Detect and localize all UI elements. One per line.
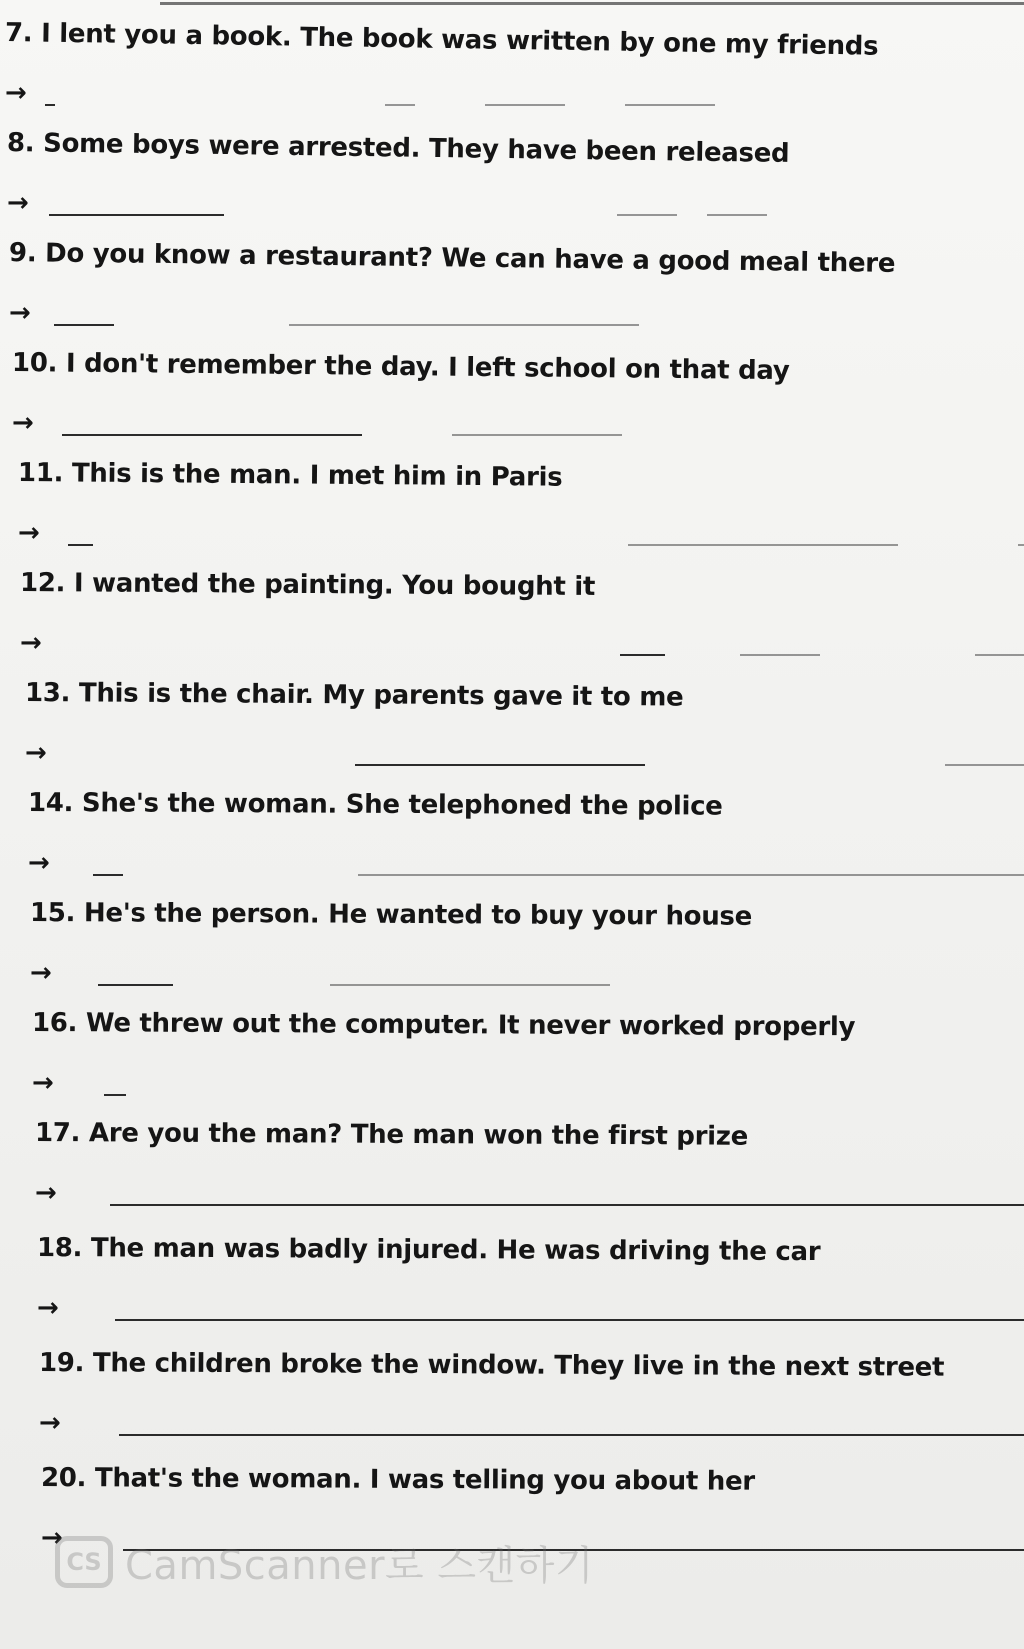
- answer-row: [25, 738, 1024, 768]
- exercise-question: [5, 18, 879, 62]
- answer-blank-line[interactable]: [385, 104, 415, 106]
- watermark-text: CamScanner로 스캔하기: [125, 1542, 594, 1589]
- answer-blank-line[interactable]: [628, 544, 898, 546]
- answer-row: [20, 628, 1024, 658]
- exercise-prompt: The man was badly injured. He was driving the car: [90, 1233, 821, 1268]
- exercise-item: [0, 788, 1024, 898]
- arrow-icon: →: [25, 738, 47, 768]
- arrow-icon: →: [5, 78, 27, 108]
- answer-blank-line[interactable]: [45, 104, 55, 106]
- arrow-icon: →: [12, 408, 34, 438]
- answer-blank-line[interactable]: [358, 874, 1024, 876]
- exercise-number: 7.: [4, 18, 33, 49]
- exercise-question: [30, 898, 752, 932]
- answer-blank-line[interactable]: [740, 654, 820, 656]
- answer-row: [37, 1293, 1024, 1323]
- answer-row: [9, 298, 1024, 328]
- answer-row: [39, 1408, 1024, 1438]
- arrow-icon: →: [35, 1178, 57, 1208]
- answer-row: [32, 1068, 1024, 1098]
- answer-row: [28, 848, 1024, 878]
- answer-blank-line[interactable]: [289, 324, 639, 326]
- exercise-question: [39, 1348, 944, 1383]
- answer-blank-line[interactable]: [1018, 544, 1024, 546]
- exercise-number: 9.: [8, 238, 37, 269]
- exercise-item: [0, 1348, 1024, 1458]
- exercise-prompt: I don't remember the day. I left school on that day: [65, 348, 790, 387]
- exercise-prompt: I wanted the painting. You bought it: [73, 568, 596, 603]
- exercise-item: [0, 348, 1024, 458]
- answer-blank-line[interactable]: [625, 104, 715, 106]
- answer-blank-line[interactable]: [49, 214, 224, 216]
- arrow-icon: →: [32, 1068, 54, 1098]
- exercise-item: [0, 128, 1024, 238]
- answer-blank-line[interactable]: [452, 434, 622, 436]
- exercise-question: [7, 128, 790, 169]
- exercise-number: 14.: [27, 788, 74, 819]
- answer-row: [12, 408, 1024, 438]
- exercise-question: [37, 1233, 820, 1267]
- exercise-question: [35, 1118, 748, 1152]
- exercise-prompt: We threw out the computer. It never worked properly: [85, 1008, 856, 1043]
- exercise-item: [0, 1118, 1024, 1228]
- exercise-number: 12.: [19, 568, 66, 599]
- answer-row: [35, 1178, 1024, 1208]
- exercise-prompt: I lent you a book. The book was written by one my friends: [40, 18, 879, 62]
- arrow-icon: →: [30, 958, 52, 988]
- camscanner-logo-icon: CS: [55, 1536, 113, 1588]
- answer-blank-line[interactable]: [62, 434, 362, 436]
- exercise-number: 18.: [36, 1233, 83, 1264]
- answer-blank-line[interactable]: [945, 764, 1024, 766]
- arrow-icon: →: [28, 848, 50, 878]
- exercise-question: [12, 348, 790, 386]
- exercise-prompt: Do you know a restaurant? We can have a good meal there: [44, 238, 896, 279]
- answer-blank-line[interactable]: [68, 544, 93, 546]
- arrow-icon: →: [20, 628, 42, 658]
- exercise-number: 20.: [40, 1463, 87, 1494]
- exercise-item: [0, 238, 1024, 348]
- exercise-question: [9, 238, 896, 279]
- answer-blank-line[interactable]: [110, 1204, 1024, 1206]
- arrow-icon: →: [39, 1408, 61, 1438]
- answer-blank-line[interactable]: [54, 324, 114, 326]
- exercise-number: 13.: [24, 678, 71, 709]
- arrow-icon: →: [7, 188, 29, 218]
- exercise-item: [0, 568, 1024, 678]
- top-rule: [160, 2, 1024, 5]
- exercise-prompt: The children broke the window. They live in the next street: [92, 1348, 945, 1383]
- answer-blank-line[interactable]: [617, 214, 677, 216]
- exercise-prompt: This is the chair. My parents gave it to me: [78, 678, 684, 713]
- answer-blank-line[interactable]: [104, 1094, 126, 1096]
- exercise-number: 15.: [29, 898, 76, 929]
- exercise-number: 10.: [11, 348, 58, 379]
- exercise-prompt: Are you the man? The man won the first prize: [88, 1118, 749, 1152]
- exercise-item: [0, 678, 1024, 788]
- answer-row: [5, 78, 1024, 108]
- exercise-item: [0, 458, 1024, 568]
- answer-blank-line[interactable]: [355, 764, 645, 766]
- exercise-number: 8.: [6, 128, 35, 159]
- exercise-question: [18, 458, 563, 493]
- answer-row: [7, 188, 1024, 218]
- answer-blank-line[interactable]: [975, 654, 1024, 656]
- exercise-item: [0, 1233, 1024, 1343]
- exercise-question: [28, 788, 723, 822]
- exercise-number: 11.: [17, 458, 64, 489]
- exercise-item: [0, 898, 1024, 1008]
- answer-row: [30, 958, 1024, 988]
- answer-blank-line[interactable]: [330, 984, 610, 986]
- exercise-question: [20, 568, 595, 602]
- exercise-item: [0, 18, 1024, 128]
- exercise-question: [25, 678, 684, 713]
- exercise-prompt: She's the woman. She telephoned the police: [81, 788, 723, 822]
- exercise-number: 16.: [31, 1008, 78, 1039]
- arrow-icon: →: [37, 1293, 59, 1323]
- exercise-prompt: Some boys were arrested. They have been released: [42, 128, 790, 169]
- arrow-icon: →: [41, 1523, 63, 1553]
- exercise-prompt: He's the person. He wanted to buy your house: [83, 898, 753, 932]
- answer-blank-line[interactable]: [115, 1319, 1024, 1321]
- answer-blank-line[interactable]: [93, 874, 123, 876]
- exercise-question: [32, 1008, 855, 1042]
- arrow-icon: →: [9, 298, 31, 328]
- exercise-prompt: That's the woman. I was telling you about her: [94, 1463, 755, 1497]
- exercise-question: [41, 1463, 755, 1497]
- exercise-item: [0, 1008, 1024, 1118]
- answer-blank-line[interactable]: [119, 1434, 1024, 1436]
- answer-blank-line[interactable]: [707, 214, 767, 216]
- answer-blank-line[interactable]: [620, 654, 665, 656]
- answer-row: [18, 518, 1024, 548]
- exercise-prompt: This is the man. I met him in Paris: [71, 458, 563, 493]
- exercise-number: 17.: [34, 1118, 81, 1149]
- camscanner-watermark: [55, 1535, 594, 1589]
- arrow-icon: →: [18, 518, 40, 548]
- answer-blank-line[interactable]: [98, 984, 173, 986]
- exercise-number: 19.: [38, 1348, 85, 1379]
- answer-blank-line[interactable]: [485, 104, 565, 106]
